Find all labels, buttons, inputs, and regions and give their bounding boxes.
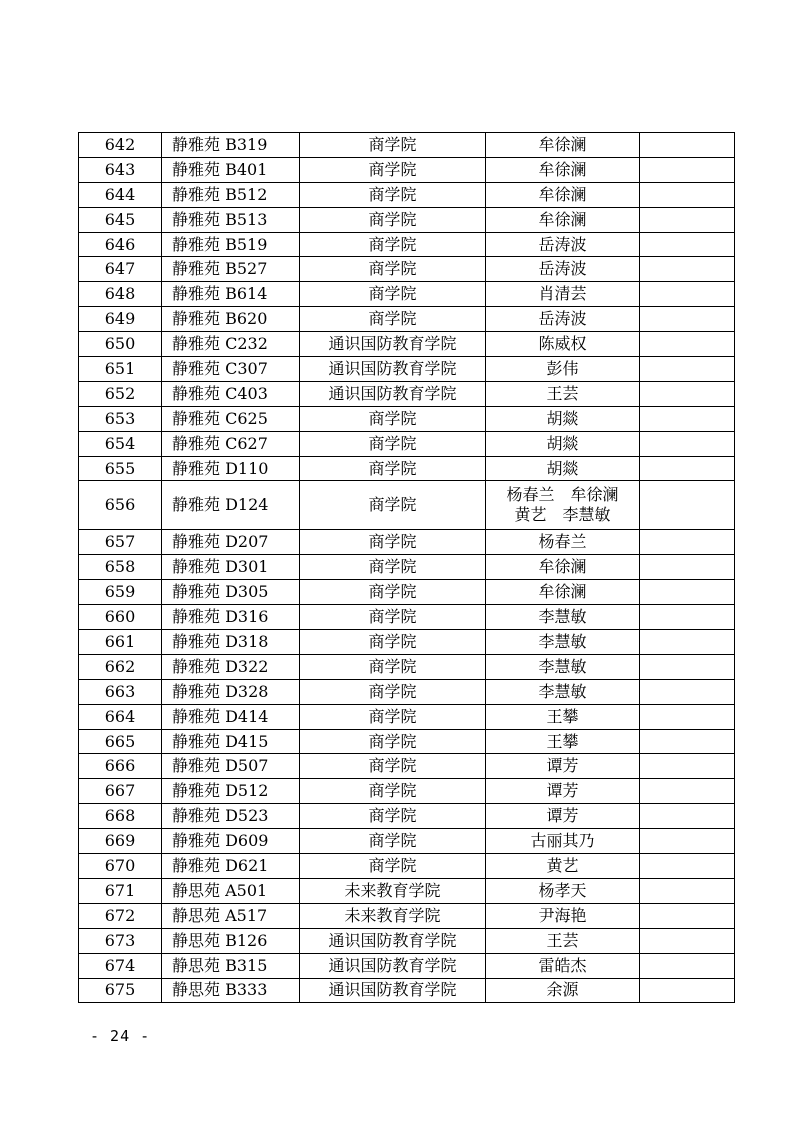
room-cell: 静雅苑 C232	[162, 332, 300, 357]
college-cell: 未来教育学院	[300, 878, 486, 903]
note-cell	[640, 555, 735, 580]
college-cell: 商学院	[300, 630, 486, 655]
table-row	[79, 431, 735, 456]
table-row	[79, 381, 735, 406]
note-cell	[640, 580, 735, 605]
person-name: 王攀	[546, 731, 579, 751]
table-row	[79, 754, 735, 779]
room-cell: 静雅苑 C627	[162, 431, 300, 456]
row-number-cell: 675	[79, 978, 162, 1003]
note-cell	[640, 928, 735, 953]
person-cell	[486, 456, 640, 481]
room-cell: 静雅苑 D316	[162, 605, 300, 630]
college-cell: 商学院	[300, 232, 486, 257]
row-number-cell: 649	[79, 307, 162, 332]
college-cell: 商学院	[300, 679, 486, 704]
table-row	[79, 406, 735, 431]
table-row	[79, 804, 735, 829]
person-cell	[486, 182, 640, 207]
person-name: 古丽其乃	[530, 831, 595, 851]
table-row	[79, 928, 735, 953]
table-row	[79, 605, 735, 630]
note-cell	[640, 854, 735, 879]
person-name: 李慧敏	[538, 681, 587, 701]
person-name: 胡燚	[546, 458, 579, 478]
table-row	[79, 978, 735, 1003]
room-cell: 静思苑 B315	[162, 953, 300, 978]
row-number-cell: 666	[79, 754, 162, 779]
row-number-cell: 657	[79, 530, 162, 555]
person-name: 尹海艳	[538, 905, 587, 925]
table-row	[79, 903, 735, 928]
room-cell: 静雅苑 B401	[162, 157, 300, 182]
person-name: 牟徐澜	[538, 134, 587, 154]
person-name: 牟徐澜	[538, 582, 587, 602]
table-row	[79, 704, 735, 729]
college-cell: 商学院	[300, 754, 486, 779]
table-row	[79, 953, 735, 978]
row-number-cell: 674	[79, 953, 162, 978]
person-name: 李慧敏	[538, 607, 587, 627]
college-cell: 商学院	[300, 580, 486, 605]
note-cell	[640, 381, 735, 406]
person-name: 岳涛波	[538, 309, 587, 329]
room-cell: 静雅苑 D124	[162, 481, 300, 530]
college-cell: 商学院	[300, 481, 486, 530]
row-number-cell: 642	[79, 133, 162, 158]
person-name: 牟徐澜	[538, 209, 587, 229]
room-cell: 静雅苑 D301	[162, 555, 300, 580]
person-name: 牟徐澜	[538, 159, 587, 179]
person-name: 王芸	[546, 930, 579, 950]
room-cell: 静雅苑 D328	[162, 679, 300, 704]
person-name: 谭芳	[546, 756, 579, 776]
college-cell: 商学院	[300, 431, 486, 456]
table-row	[79, 232, 735, 257]
note-cell	[640, 679, 735, 704]
note-cell	[640, 357, 735, 382]
person-name: 胡燚	[546, 408, 579, 428]
row-number-cell: 652	[79, 381, 162, 406]
row-number-cell: 665	[79, 729, 162, 754]
note-cell	[640, 903, 735, 928]
college-cell: 商学院	[300, 257, 486, 282]
person-name: 王芸	[546, 383, 579, 403]
row-number-cell: 646	[79, 232, 162, 257]
table-row	[79, 779, 735, 804]
dorm-assignment-table	[78, 132, 735, 1003]
room-cell: 静雅苑 C307	[162, 357, 300, 382]
person-name-second-line: 黄艺 李慧敏	[514, 505, 611, 525]
college-cell: 通识国防教育学院	[300, 928, 486, 953]
person-name: 王攀	[546, 706, 579, 726]
note-cell	[640, 307, 735, 332]
person-name: 谭芳	[546, 781, 579, 801]
person-cell	[486, 630, 640, 655]
person-name: 岳涛波	[538, 234, 587, 254]
table-row	[79, 456, 735, 481]
person-cell	[486, 282, 640, 307]
table-row	[79, 654, 735, 679]
table-row	[79, 854, 735, 879]
room-cell: 静雅苑 D305	[162, 580, 300, 605]
person-cell	[486, 903, 640, 928]
page-number: - 24 -	[90, 1027, 151, 1045]
note-cell	[640, 804, 735, 829]
note-cell	[640, 182, 735, 207]
person-cell	[486, 481, 640, 530]
room-cell: 静雅苑 D415	[162, 729, 300, 754]
room-cell: 静雅苑 B513	[162, 207, 300, 232]
college-cell: 未来教育学院	[300, 903, 486, 928]
college-cell: 商学院	[300, 605, 486, 630]
person-cell	[486, 704, 640, 729]
person-name: 胡燚	[546, 433, 579, 453]
note-cell	[640, 654, 735, 679]
person-cell	[486, 928, 640, 953]
table-row	[79, 157, 735, 182]
room-cell: 静雅苑 B519	[162, 232, 300, 257]
college-cell: 商学院	[300, 307, 486, 332]
row-number-cell: 654	[79, 431, 162, 456]
row-number-cell: 656	[79, 481, 162, 530]
table-row	[79, 630, 735, 655]
note-cell	[640, 704, 735, 729]
person-cell	[486, 978, 640, 1003]
table-row	[79, 182, 735, 207]
person-cell	[486, 431, 640, 456]
person-name: 黄艺	[546, 855, 579, 875]
row-number-cell: 667	[79, 779, 162, 804]
row-number-cell: 672	[79, 903, 162, 928]
table-body	[79, 133, 735, 1003]
row-number-cell: 671	[79, 878, 162, 903]
table-row	[79, 133, 735, 158]
row-number-cell: 669	[79, 829, 162, 854]
note-cell	[640, 332, 735, 357]
college-cell: 商学院	[300, 704, 486, 729]
college-cell: 通识国防教育学院	[300, 978, 486, 1003]
person-cell	[486, 406, 640, 431]
note-cell	[640, 729, 735, 754]
note-cell	[640, 481, 735, 530]
table-row	[79, 257, 735, 282]
person-cell	[486, 357, 640, 382]
person-name: 杨春兰	[538, 532, 587, 552]
college-cell: 商学院	[300, 282, 486, 307]
room-cell: 静思苑 A517	[162, 903, 300, 928]
college-cell: 商学院	[300, 555, 486, 580]
college-cell: 商学院	[300, 207, 486, 232]
note-cell	[640, 630, 735, 655]
row-number-cell: 655	[79, 456, 162, 481]
room-cell: 静雅苑 D609	[162, 829, 300, 854]
person-name: 杨春兰 牟徐澜	[506, 485, 619, 505]
person-name: 陈威权	[538, 334, 587, 354]
room-cell: 静雅苑 D512	[162, 779, 300, 804]
note-cell	[640, 157, 735, 182]
row-number-cell: 663	[79, 679, 162, 704]
person-cell	[486, 804, 640, 829]
room-cell: 静雅苑 D507	[162, 754, 300, 779]
room-cell: 静雅苑 B620	[162, 307, 300, 332]
note-cell	[640, 530, 735, 555]
person-cell	[486, 530, 640, 555]
note-cell	[640, 431, 735, 456]
person-cell	[486, 257, 640, 282]
person-name: 牟徐澜	[538, 557, 587, 577]
row-number-cell: 659	[79, 580, 162, 605]
note-cell	[640, 878, 735, 903]
note-cell	[640, 754, 735, 779]
person-cell	[486, 878, 640, 903]
college-cell: 通识国防教育学院	[300, 332, 486, 357]
note-cell	[640, 232, 735, 257]
person-cell	[486, 232, 640, 257]
college-cell: 商学院	[300, 829, 486, 854]
person-cell	[486, 133, 640, 158]
person-name: 李慧敏	[538, 631, 587, 651]
person-cell	[486, 953, 640, 978]
person-name: 谭芳	[546, 806, 579, 826]
row-number-cell: 668	[79, 804, 162, 829]
note-cell	[640, 978, 735, 1003]
row-number-cell: 670	[79, 854, 162, 879]
table-row	[79, 207, 735, 232]
person-cell	[486, 381, 640, 406]
room-cell: 静思苑 B333	[162, 978, 300, 1003]
person-cell	[486, 580, 640, 605]
person-name: 牟徐澜	[538, 184, 587, 204]
college-cell: 商学院	[300, 654, 486, 679]
person-cell	[486, 679, 640, 704]
table-row	[79, 357, 735, 382]
person-cell	[486, 555, 640, 580]
row-number-cell: 660	[79, 605, 162, 630]
note-cell	[640, 779, 735, 804]
person-cell	[486, 307, 640, 332]
person-cell	[486, 654, 640, 679]
college-cell: 商学院	[300, 406, 486, 431]
note-cell	[640, 605, 735, 630]
college-cell: 商学院	[300, 854, 486, 879]
room-cell: 静雅苑 B512	[162, 182, 300, 207]
college-cell: 商学院	[300, 729, 486, 754]
room-cell: 静雅苑 D621	[162, 854, 300, 879]
person-name: 余源	[546, 980, 579, 1000]
room-cell: 静雅苑 D110	[162, 456, 300, 481]
table-row	[79, 878, 735, 903]
room-cell: 静雅苑 B614	[162, 282, 300, 307]
note-cell	[640, 406, 735, 431]
table-row	[79, 555, 735, 580]
person-name: 岳涛波	[538, 259, 587, 279]
table-row	[79, 580, 735, 605]
room-cell: 静雅苑 C403	[162, 381, 300, 406]
person-cell	[486, 157, 640, 182]
row-number-cell: 648	[79, 282, 162, 307]
room-cell: 静雅苑 D207	[162, 530, 300, 555]
row-number-cell: 662	[79, 654, 162, 679]
person-name: 杨孝天	[538, 880, 587, 900]
person-cell	[486, 854, 640, 879]
college-cell: 商学院	[300, 779, 486, 804]
table-row	[79, 729, 735, 754]
college-cell: 商学院	[300, 804, 486, 829]
person-cell	[486, 605, 640, 630]
note-cell	[640, 207, 735, 232]
person-name: 雷皓杰	[538, 955, 587, 975]
row-number-cell: 644	[79, 182, 162, 207]
person-name: 彭伟	[546, 358, 579, 378]
room-cell: 静雅苑 D414	[162, 704, 300, 729]
college-cell: 商学院	[300, 133, 486, 158]
row-number-cell: 658	[79, 555, 162, 580]
row-number-cell: 673	[79, 928, 162, 953]
person-cell	[486, 332, 640, 357]
note-cell	[640, 282, 735, 307]
row-number-cell: 647	[79, 257, 162, 282]
person-cell	[486, 729, 640, 754]
room-cell: 静雅苑 B527	[162, 257, 300, 282]
person-cell	[486, 754, 640, 779]
person-name: 李慧敏	[538, 656, 587, 676]
college-cell: 通识国防教育学院	[300, 381, 486, 406]
note-cell	[640, 456, 735, 481]
room-cell: 静雅苑 D523	[162, 804, 300, 829]
table-row	[79, 282, 735, 307]
note-cell	[640, 829, 735, 854]
room-cell: 静雅苑 D318	[162, 630, 300, 655]
note-cell	[640, 257, 735, 282]
room-cell: 静雅苑 D322	[162, 654, 300, 679]
table-row	[79, 530, 735, 555]
row-number-cell: 653	[79, 406, 162, 431]
person-cell	[486, 829, 640, 854]
college-cell: 通识国防教育学院	[300, 953, 486, 978]
row-number-cell: 664	[79, 704, 162, 729]
college-cell: 商学院	[300, 182, 486, 207]
room-cell: 静雅苑 C625	[162, 406, 300, 431]
college-cell: 商学院	[300, 456, 486, 481]
row-number-cell: 651	[79, 357, 162, 382]
room-cell: 静思苑 A501	[162, 878, 300, 903]
table-row	[79, 481, 735, 530]
row-number-cell: 661	[79, 630, 162, 655]
college-cell: 商学院	[300, 157, 486, 182]
row-number-cell: 643	[79, 157, 162, 182]
note-cell	[640, 133, 735, 158]
note-cell	[640, 953, 735, 978]
table-row	[79, 332, 735, 357]
row-number-cell: 650	[79, 332, 162, 357]
room-cell: 静思苑 B126	[162, 928, 300, 953]
person-cell	[486, 207, 640, 232]
college-cell: 通识国防教育学院	[300, 357, 486, 382]
table-row	[79, 307, 735, 332]
college-cell: 商学院	[300, 530, 486, 555]
row-number-cell: 645	[79, 207, 162, 232]
table-row	[79, 829, 735, 854]
room-cell: 静雅苑 B319	[162, 133, 300, 158]
person-name: 肖清芸	[538, 284, 587, 304]
person-cell	[486, 779, 640, 804]
table-row	[79, 679, 735, 704]
